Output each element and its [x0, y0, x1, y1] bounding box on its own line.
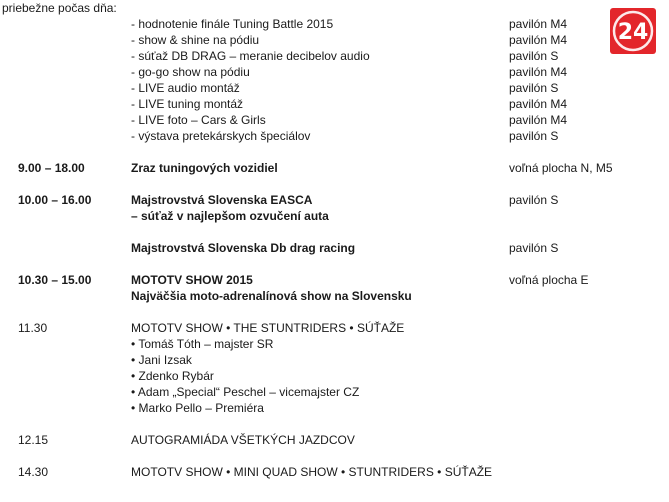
venue: pavilón M4 [509, 65, 568, 79]
venue: pavilón S [509, 49, 559, 63]
list-item: - LIVE audio montáž [131, 81, 240, 95]
event-title: Zraz tuningových vozidiel [131, 161, 278, 175]
venue: voľná plocha E [509, 273, 589, 287]
event-title: AUTOGRAMIÁDA VŠETKÝCH JAZDCOV [131, 433, 355, 447]
venue: pavilón M4 [509, 97, 568, 111]
logo-24-icon [610, 8, 656, 54]
intro-text: priebežne počas dňa: [2, 1, 117, 15]
event-time: 12.15 [18, 433, 49, 447]
venue: pavilón S [509, 129, 559, 143]
venue: pavilón S [509, 241, 559, 255]
event-time: 10.30 – 15.00 [18, 273, 92, 287]
list-item: - výstava pretekárskych špeciálov [131, 129, 311, 143]
logo-text: 24 [617, 20, 649, 45]
event-subtitle: Najväčšia moto-adrenalínová show na Slovensku [131, 289, 412, 303]
event-title: Majstrovstvá Slovenska Db drag racing [131, 241, 356, 255]
event-time: 14.30 [18, 465, 49, 479]
venue: pavilón M4 [509, 33, 568, 47]
venue: pavilón S [509, 81, 559, 95]
list-item: - LIVE tuning montáž [131, 97, 244, 111]
list-item: - go-go show na pódiu [131, 65, 250, 79]
venue: pavilón S [509, 193, 559, 207]
event-time: 11.30 [18, 321, 48, 335]
event-title: MOTOTV SHOW 2015 [131, 273, 253, 287]
rider-item: • Zdenko Rybár [131, 369, 214, 383]
list-item: - show & shine na pódiu [131, 33, 260, 47]
list-item: - súťaž DB DRAG – meranie decibelov audio [131, 49, 370, 63]
event-title: Majstrovstvá Slovenska EASCA [131, 193, 313, 207]
site-logo [610, 8, 656, 54]
event-time: 10.00 – 16.00 [18, 193, 92, 207]
rider-item: • Jani Izsak [131, 353, 192, 367]
event-subtitle: – súťaž v najlepšom ozvučení auta [131, 209, 329, 223]
venue: pavilón M4 [509, 113, 568, 127]
event-title: MOTOTV SHOW • MINI QUAD SHOW • STUNTRIDERS • SÚŤAŽE [131, 465, 493, 479]
list-item: - LIVE foto – Cars & Girls [131, 113, 266, 127]
rider-item: • Marko Pello – Premiéra [131, 401, 264, 415]
venue: voľná plocha N, M5 [509, 161, 613, 175]
venue: pavilón M4 [509, 17, 568, 31]
rider-item: • Tomáš Tóth – majster SR [131, 337, 274, 351]
rider-item: • Adam „Special“ Peschel – vicemajster CZ [131, 385, 360, 399]
list-item: - hodnotenie finále Tuning Battle 2015 [131, 17, 334, 31]
event-title: MOTOTV SHOW • THE STUNTRIDERS • SÚŤAŽE [131, 321, 405, 335]
event-time: 9.00 – 18.00 [18, 161, 85, 175]
